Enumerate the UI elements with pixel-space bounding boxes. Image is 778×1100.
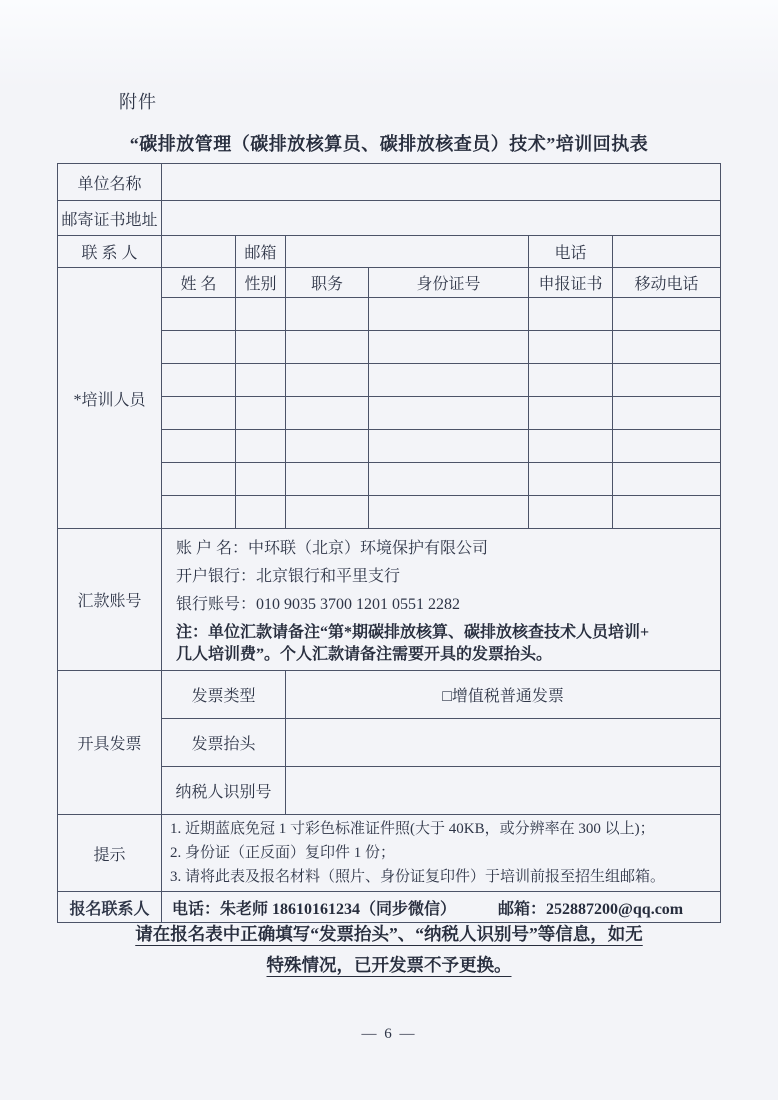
trainee-cell [529, 331, 613, 364]
trainee-cell [286, 298, 369, 331]
trainee-cell [236, 364, 286, 397]
phone-value-cell [613, 236, 721, 268]
invoice-taxid-label: 纳税人识别号 [162, 767, 286, 815]
trainee-cell [162, 463, 236, 496]
trainee-cell [369, 298, 529, 331]
trainee-cell [236, 397, 286, 430]
trainee-cell [162, 397, 236, 430]
trainee-col-certificate: 申报证书 [529, 268, 613, 298]
trainee-cell [369, 463, 529, 496]
trainee-cell [236, 430, 286, 463]
tips-label: 提示 [58, 815, 162, 892]
invoice-label: 开具发票 [58, 671, 162, 815]
row-trainee-header [58, 268, 721, 298]
invoice-warning-line2: 特殊情况，已开发票不予更换。 [266, 955, 512, 975]
mail-address-label: 邮寄证书地址 [58, 201, 162, 236]
row-invoice-type [58, 671, 721, 719]
invoice-warning-line1: 请在报名表中正确填写“发票抬头”、“纳税人识别号”等信息，如无 [135, 924, 643, 944]
trainee-cell [286, 364, 369, 397]
trainee-cell [529, 397, 613, 430]
attachment-label: 附件 [119, 92, 157, 112]
unit-name-label: 单位名称 [58, 164, 162, 201]
unit-name-value-cell [162, 164, 721, 201]
trainee-cell [286, 331, 369, 364]
trainee-cell [529, 430, 613, 463]
invoice-type-label: 发票类型 [162, 671, 286, 719]
trainee-cell [613, 496, 721, 529]
remittance-account-name: 账 户 名：中环联（北京）环境保护有限公司 [176, 540, 489, 557]
trainee-cell [162, 430, 236, 463]
remittance-note-line2: 几人培训费”。个人汇款请备注需要开具的发票抬头。 [176, 646, 553, 663]
row-remittance [58, 529, 721, 671]
trainee-cell [162, 331, 236, 364]
trainee-cell [286, 463, 369, 496]
email-value-cell [286, 236, 529, 268]
remittance-note-line1: 注：单位汇款请备注“第*期碳排放核算、碳排放核查技术人员培训+ [176, 624, 650, 641]
trainee-cell [529, 364, 613, 397]
invoice-type-value: □增值税普通发票 [286, 671, 721, 719]
trainee-cell [162, 364, 236, 397]
remittance-note [176, 622, 710, 666]
page-number: — 6 — [361, 1026, 417, 1042]
trainee-cell [369, 397, 529, 430]
trainee-cell [613, 463, 721, 496]
row-mail-address [58, 201, 721, 236]
trainee-cell [236, 463, 286, 496]
trainee-cell [529, 298, 613, 331]
trainee-col-id-number: 身份证号 [369, 268, 529, 298]
trainee-cell [286, 430, 369, 463]
trainees-label: *培训人员 [58, 268, 162, 529]
trainee-cell [369, 331, 529, 364]
registration-contact-cell [162, 892, 721, 923]
trainee-cell [613, 430, 721, 463]
trainee-cell [236, 298, 286, 331]
row-registration-contact [58, 892, 721, 923]
trainee-cell [369, 496, 529, 529]
row-contact [58, 236, 721, 268]
tips-item-2: 2. 身份证（正反面）复印件 1 份； [170, 845, 396, 861]
invoice-warning-note [0, 919, 778, 981]
invoice-taxid-value-cell [286, 767, 721, 815]
trainee-col-name: 姓 名 [162, 268, 236, 298]
contact-label: 联 系 人 [58, 236, 162, 268]
registration-contact-phone: 电话：朱老师 18610161234（同步微信） [172, 900, 457, 918]
trainee-cell [613, 331, 721, 364]
mail-address-value-cell [162, 201, 721, 236]
tips-content-cell [162, 815, 721, 892]
row-unit-name [58, 164, 721, 201]
trainee-cell [613, 298, 721, 331]
remittance-bank: 开户银行：北京银行和平里支行 [176, 568, 401, 585]
trainee-cell [162, 496, 236, 529]
phone-label: 电话 [529, 236, 613, 268]
invoice-title-label: 发票抬头 [162, 719, 286, 767]
remittance-content-cell [162, 529, 721, 671]
trainee-col-position: 职务 [286, 268, 369, 298]
remittance-label: 汇款账号 [58, 529, 162, 671]
contact-value-cell [162, 236, 236, 268]
trainee-cell [236, 496, 286, 529]
trainee-col-gender: 性别 [236, 268, 286, 298]
page-title: “碳排放管理（碳排放核算员、碳排放核查员）技术”培训回执表 [129, 134, 649, 154]
registration-contact-email: 邮箱：252887200@qq.com [498, 900, 684, 918]
tips-item-3: 3. 请将此表及报名材料（照片、身份证复印件）于培训前报至招生组邮箱。 [170, 869, 666, 885]
tips-item-1: 1. 近期蓝底免冠 1 寸彩色标准证件照(大于 40KB，或分辨率在 300 以上)； [170, 821, 655, 837]
trainee-cell [286, 397, 369, 430]
trainee-cell [529, 496, 613, 529]
training-reply-form-table [57, 163, 721, 923]
trainee-cell [529, 463, 613, 496]
trainee-cell [286, 496, 369, 529]
trainee-cell [369, 430, 529, 463]
remittance-account-number: 银行账号：010 9035 3700 1201 0551 2282 [176, 596, 461, 613]
trainee-cell [162, 298, 236, 331]
row-tips [58, 815, 721, 892]
registration-contact-label: 报名联系人 [58, 892, 162, 923]
email-label: 邮箱 [236, 236, 286, 268]
invoice-title-value-cell [286, 719, 721, 767]
trainee-cell [613, 397, 721, 430]
trainee-cell [236, 331, 286, 364]
trainee-cell [369, 364, 529, 397]
trainee-col-mobile: 移动电话 [613, 268, 721, 298]
trainee-cell [613, 364, 721, 397]
